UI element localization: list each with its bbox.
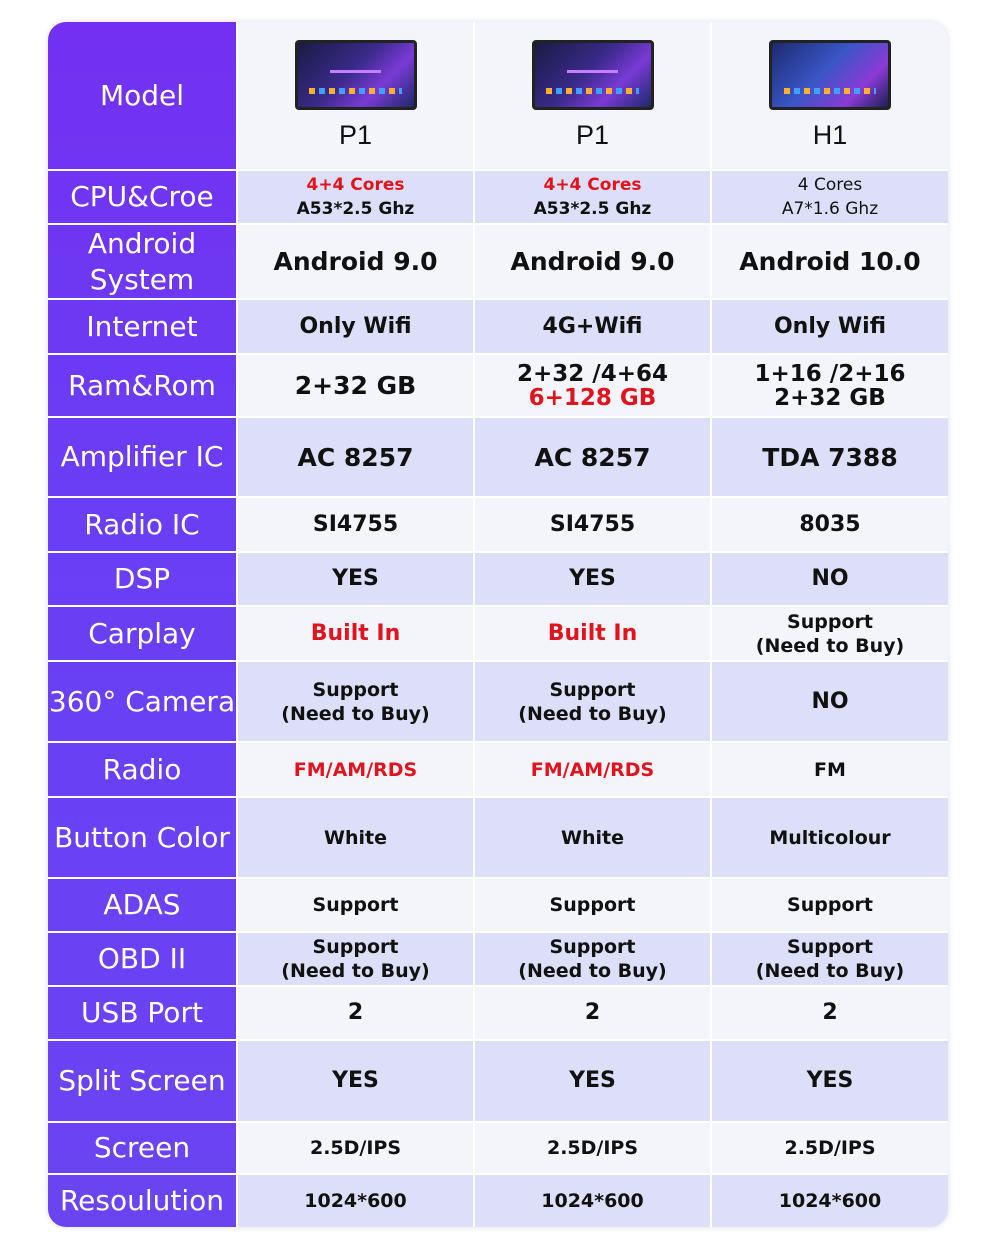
row-label-split-screen: Split Screen [48,1041,236,1123]
camera-value: Support [549,678,636,701]
carplay-value: Built In [310,620,401,646]
obd-value: Support [787,936,873,958]
row-label-radio: Radio [48,743,236,798]
row-label-dsp: DSP [48,553,236,607]
cpu-cores: 4+4 Cores [543,175,642,195]
carplay-note: (Need to Buy) [755,634,905,657]
adas-cell: Support [473,879,710,933]
row-label-resolution: Resoulution [59,1184,225,1217]
android-cell: Android 10.0 [710,225,948,300]
internet-cell: 4G+Wifi [473,300,710,355]
amplifier-cell: AC 8257 [236,418,473,498]
row-label-ramrom: Ram&Rom [48,355,236,418]
cpu-cell [236,171,473,225]
screen-cell: 2.5D/IPS [710,1123,948,1175]
adas-cell: Support [710,879,948,933]
dsp-cell: NO [710,553,948,607]
model-name: P1 [338,120,373,150]
resolution-cell: 1024*600 [473,1175,710,1227]
internet-cell: Only Wifi [710,300,948,355]
model-name: H1 [812,120,848,150]
amplifier-cell: AC 8257 [473,418,710,498]
resolution-cell: 1024*600 [236,1175,473,1227]
carplay-value: Built In [547,620,638,646]
model-cell [236,22,473,171]
obd-note: (Need to Buy) [281,960,430,982]
cpu-spec: A53*2.5 Ghz [296,199,415,219]
amplifier-cell: TDA 7388 [710,418,948,498]
row-label-camera: 360° Camera [48,662,236,743]
ramrom-highlight: 6+128 GB [528,384,657,411]
dsp-cell: YES [236,553,473,607]
usb-cell: 2 [236,987,473,1041]
row-label-adas: ADAS [48,879,236,933]
obd-note: (Need to Buy) [518,960,667,982]
carplay-cell [473,607,710,662]
model-cell [710,22,948,171]
adas-cell: Support [236,879,473,933]
row-label-cpu: CPU&Croe [48,171,236,225]
button-color-cell: White [236,798,473,879]
split-screen-cell: YES [473,1041,710,1123]
split-screen-cell: YES [236,1041,473,1123]
camera-value: Support [312,678,399,701]
ramrom-value: 2+32 GB [774,384,886,411]
radio-cell: FM/AM/RDS [473,743,710,798]
android-cell: Android 9.0 [236,225,473,300]
obd-note: (Need to Buy) [755,960,905,982]
comparison-table [48,22,948,1227]
camera-cell [710,662,948,743]
model-name: P1 [575,120,610,150]
radio-ic-cell: 8035 [710,498,948,553]
obd-cell [236,933,473,987]
obd-value: Support [312,936,399,958]
android-cell: Android 9.0 [473,225,710,300]
cpu-spec: A53*2.5 Ghz [533,199,652,219]
cpu-cores: 4+4 Cores [306,175,405,195]
row-label-android: Android System [48,225,236,300]
model-cell [473,22,710,171]
resolution-cell: 1024*600 [710,1175,948,1227]
obd-value: Support [549,936,636,958]
row-label-usb: USB Port [48,987,236,1041]
obd-cell [473,933,710,987]
row-label-obd: OBD II [48,933,236,987]
head-unit-screen-icon [295,40,417,110]
camera-note: (Need to Buy) [281,702,430,725]
internet-cell: Only Wifi [236,300,473,355]
carplay-cell [710,607,948,662]
row-label-internet: Internet [48,300,236,355]
ramrom-value: 2+32 /4+64 [517,360,668,387]
row-label-button-color: Button Color [48,798,236,879]
usb-cell: 2 [473,987,710,1041]
camera-cell [236,662,473,743]
camera-value: NO [811,688,849,714]
dsp-cell: YES [473,553,710,607]
row-label-amplifier: Amplifier IC [48,418,236,498]
head-unit-screen-icon [532,40,654,110]
cpu-cell [710,171,948,225]
button-color-cell: Multicolour [710,798,948,879]
cpu-spec: A7*1.6 Ghz [781,199,879,219]
ramrom-cell [473,355,710,418]
screen-cell: 2.5D/IPS [473,1123,710,1175]
carplay-value: Support [787,610,873,633]
radio-cell: FM [710,743,948,798]
usb-cell: 2 [710,987,948,1041]
radio-cell: FM/AM/RDS [236,743,473,798]
cpu-cores: 4 Cores [797,175,863,195]
cpu-cell [473,171,710,225]
ramrom-value: 1+16 /2+16 [754,360,906,387]
row-label-carplay: Carplay [48,607,236,662]
ramrom-value: 2+32 GB [294,371,417,400]
head-unit-screen-icon [769,40,891,110]
radio-ic-cell: SI4755 [473,498,710,553]
split-screen-cell: YES [710,1041,948,1123]
camera-note: (Need to Buy) [518,702,667,725]
obd-cell [710,933,948,987]
screen-cell: 2.5D/IPS [236,1123,473,1175]
radio-ic-cell: SI4755 [236,498,473,553]
button-color-cell: White [473,798,710,879]
row-label-radio-ic: Radio IC [48,498,236,553]
row-label-model: Model [48,22,236,171]
ramrom-cell [710,355,948,418]
camera-cell [473,662,710,743]
carplay-cell [236,607,473,662]
ramrom-cell [236,355,473,418]
row-label-screen: Screen [48,1123,236,1175]
